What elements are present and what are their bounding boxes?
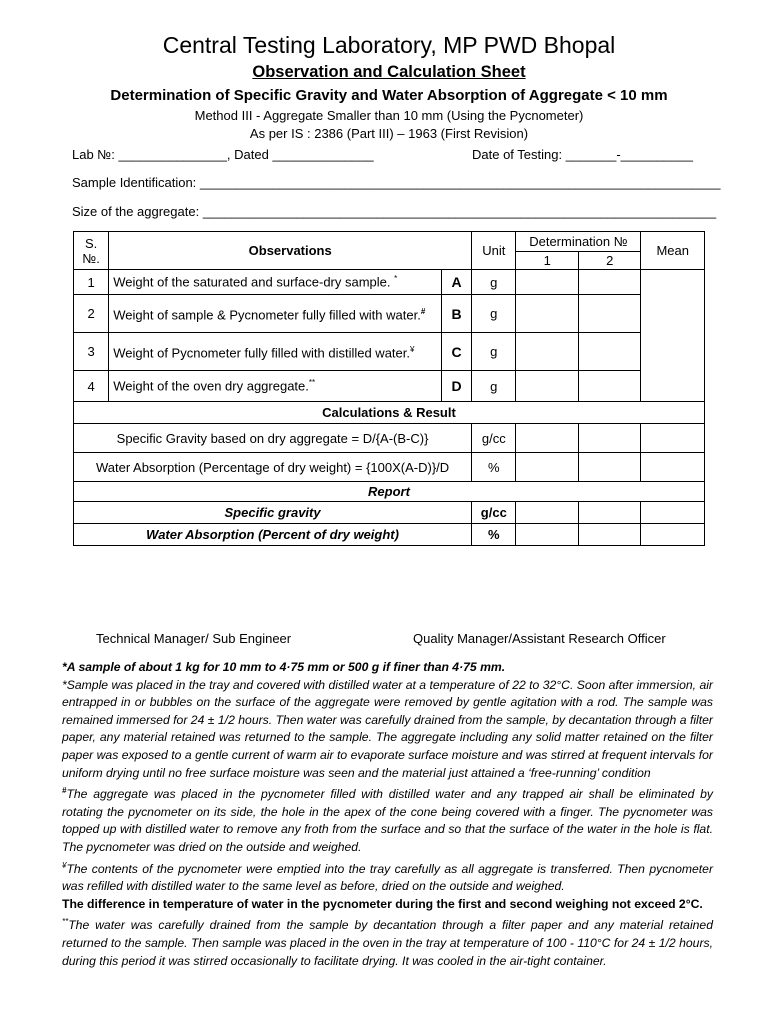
calc-header-row <box>74 402 705 424</box>
report-mean-cell[interactable] <box>641 502 705 524</box>
row-det-1-cell[interactable] <box>516 333 578 371</box>
calc-unit: % <box>472 453 516 482</box>
report-mean-cell[interactable] <box>641 524 705 546</box>
footnote-mark: # <box>62 786 67 796</box>
header-det-2: 2 <box>578 252 641 270</box>
row-det-1-cell[interactable] <box>516 295 578 333</box>
calc-formula-water-absorption: Water Absorption (Percentage of dry weight) = {100X(A-D)}/D <box>74 453 472 482</box>
note-sample-size: *A sample of about 1 kg for 10 mm to 4·75 mm or 500 g if finer than 4·75 mm. <box>62 660 506 674</box>
calc-row <box>74 424 705 453</box>
note-oven-drying: **The water was carefully drained from the sample by decantation through a filter paper and any material retained returned to the sample. Then sample was placed in the oven in the tray at temperature of 100 - 110°C for 24 ± 1/2 hours, during this period it was stirred occasionally to facilitate drying. It was cooled in the air-tight container. <box>62 917 713 968</box>
footnote-mark: ¥ <box>410 345 415 355</box>
table-row <box>74 333 705 371</box>
note-temperature: The difference in temperature of water in the pycnometer during the first and second weighing not exceed 2°C. <box>62 896 703 911</box>
test-title: Determination of Specific Gravity and Water Absorption of Aggregate < 10 mm <box>110 87 668 104</box>
row-observation: Weight of sample & Pycnometer fully filled with water.# <box>109 295 442 333</box>
mean-cell[interactable] <box>641 270 705 402</box>
calculations-heading: Calculations & Result <box>74 402 705 424</box>
aggregate-size-field: Size of the aggregate: _______________________________________________________________________ <box>72 204 717 219</box>
header-observations: Observations <box>109 232 472 270</box>
row-det-1-cell[interactable] <box>516 371 578 402</box>
observation-table <box>73 231 705 546</box>
note-saturation: *Sample was placed in the tray and covered with distilled water at a temperature of 22 to 32°C. Soon after immersion, air entrapped in or bubbles on the surface of the aggregate were removed by gentle agitation with a rod. The sample was remained immersed for 24 ± 1/2 hours. Then water was carefully drained from the sample, by decantation through a filter paper, any material retained was returned to the sample. The aggregate including any solid matter retained on the filter paper was exposed to a gentle current of warm air to evaporate surface moisture and was stirred at frequent intervals for uniform drying until no free surface moisture was seen and the material just attained a ‘free-running’ condition <box>62 677 713 780</box>
calc-unit: g/cc <box>472 424 516 453</box>
row-unit: g <box>472 270 516 295</box>
row-observation: Weight of Pycnometer fully filled with distilled water.¥ <box>109 333 442 371</box>
header-mean: Mean <box>641 232 705 270</box>
row-det-2-cell[interactable] <box>578 333 641 371</box>
report-header-row <box>74 482 705 502</box>
calc-formula-specific-gravity: Specific Gravity based on dry aggregate = D/{A-(B-C)} <box>74 424 472 453</box>
date-of-testing-field: Date of Testing: _______-__________ <box>472 147 693 162</box>
table-header-row <box>74 232 705 252</box>
lab-title: Central Testing Laboratory, MP PWD Bhopal <box>162 32 616 58</box>
report-row <box>74 502 705 524</box>
lab-no-field: Lab №: _______________, Dated ______________ <box>72 147 374 162</box>
row-det-2-cell[interactable] <box>578 295 641 333</box>
row-letter: A <box>441 270 471 295</box>
table-row <box>74 270 705 295</box>
note-pycnometer-refill: ¥The contents of the pycnometer were emptied into the tray carefully as all aggregate is transferred. Then pycnometer was refilled with distilled water to the same level as before, dried on the outside and weighed. <box>62 860 713 894</box>
calc-row <box>74 453 705 482</box>
footnote-mark: * <box>394 274 398 284</box>
table-row <box>74 371 705 402</box>
row-letter: D <box>441 371 471 402</box>
row-letter: B <box>441 295 471 333</box>
row-letter: C <box>441 333 471 371</box>
report-det-2-cell[interactable] <box>578 502 641 524</box>
header-unit: Unit <box>472 232 516 270</box>
signature-quality-manager: Quality Manager/Assistant Research Officer <box>413 631 666 646</box>
footnote-mark: # <box>420 307 426 317</box>
footnote-mark: ** <box>308 378 316 388</box>
header-determination: Determination № <box>516 232 641 252</box>
report-unit: g/cc <box>472 502 516 524</box>
row-number: 1 <box>74 270 109 295</box>
row-det-2-cell[interactable] <box>578 371 641 402</box>
header-det-1: 1 <box>516 252 578 270</box>
header-sno: S. №. <box>74 232 109 270</box>
report-det-2-cell[interactable] <box>578 524 641 546</box>
report-row <box>74 524 705 546</box>
row-det-1-cell[interactable] <box>516 270 578 295</box>
report-det-1-cell[interactable] <box>516 502 578 524</box>
row-observation: Weight of the saturated and surface-dry sample. * <box>109 270 442 295</box>
row-observation: Weight of the oven dry aggregate.** <box>109 371 442 402</box>
row-number: 4 <box>74 371 109 402</box>
standard-line: As per IS : 2386 (Part III) – 1963 (First Revision) <box>249 126 529 141</box>
row-number: 2 <box>74 295 109 333</box>
report-unit: % <box>472 524 516 546</box>
row-unit: g <box>472 333 516 371</box>
calc-mean-cell[interactable] <box>641 424 705 453</box>
report-specific-gravity-label: Specific gravity <box>74 502 472 524</box>
note-pycnometer-filling: #The aggregate was placed in the pycnometer filled with distilled water and any trapped air shall be eliminated by rotating the pycnometer on its side, the hole in the apex of the cone being covered with a finger. The pycnometer was topped up with distilled water to remove any froth from the surface and so that the surface of the water in the hole is flat. The pycnometer was dried on the outside and weighed. <box>62 786 713 854</box>
calc-det-2-cell[interactable] <box>578 453 641 482</box>
report-water-absorption-label: Water Absorption (Percent of dry weight) <box>74 524 472 546</box>
signature-technical-manager: Technical Manager/ Sub Engineer <box>96 631 292 646</box>
calc-mean-cell[interactable] <box>641 453 705 482</box>
row-det-2-cell[interactable] <box>578 270 641 295</box>
row-number: 3 <box>74 333 109 371</box>
method-line: Method III - Aggregate Smaller than 10 mm (Using the Pycnometer) <box>194 108 584 123</box>
sheet-title: Observation and Calculation Sheet <box>252 63 526 81</box>
calc-det-1-cell[interactable] <box>516 453 578 482</box>
calc-det-2-cell[interactable] <box>578 424 641 453</box>
calc-det-1-cell[interactable] <box>516 424 578 453</box>
report-det-1-cell[interactable] <box>516 524 578 546</box>
footnotes <box>62 659 713 970</box>
report-heading: Report <box>74 482 705 502</box>
footnote-mark: ¥ <box>62 860 67 870</box>
sample-identification-field: Sample Identification: ________________________________________________________________________ <box>72 175 721 190</box>
row-unit: g <box>472 295 516 333</box>
footnote-mark: ** <box>62 917 69 927</box>
row-unit: g <box>472 371 516 402</box>
table-row <box>74 295 705 333</box>
